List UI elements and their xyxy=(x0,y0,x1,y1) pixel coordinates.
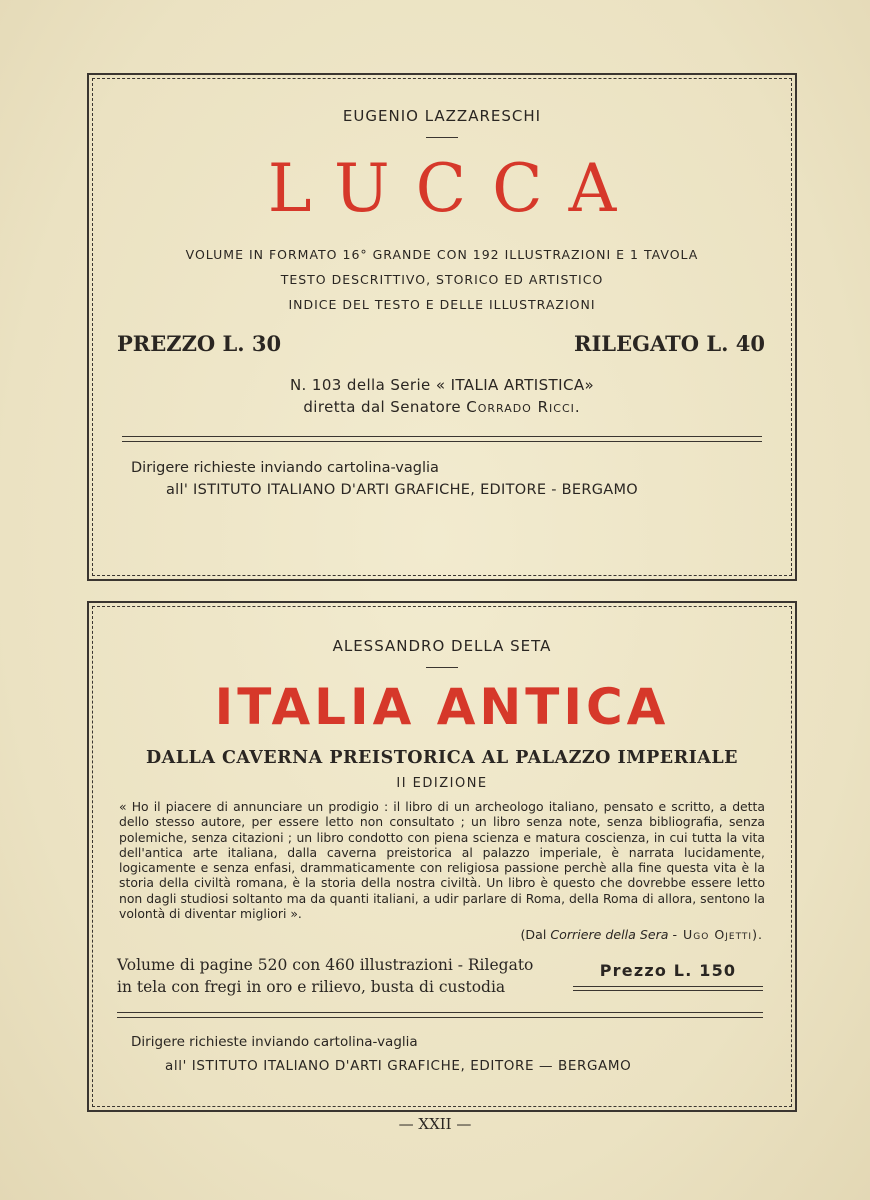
book-title: ITALIA ANTICA xyxy=(214,678,670,736)
spec-line: TESTO DESCRITTIVO, STORICO ED ARTISTICO xyxy=(280,272,604,287)
advertisement-italia-antica xyxy=(87,601,797,1112)
price: Prezzo L. 150 xyxy=(599,961,737,981)
volume-row xyxy=(117,954,763,998)
page-number: — XXII — xyxy=(398,1115,472,1133)
spec-line: VOLUME IN FORMATO 16° GRANDE CON 192 ILLUSTRAZIONI E 1 TAVOLA xyxy=(185,247,699,262)
edition-label: II EDIZIONE xyxy=(396,776,488,791)
book-subtitle: DALLA CAVERNA PREISTORICA AL PALAZZO IMPERIALE xyxy=(145,748,739,768)
short-divider xyxy=(426,137,458,138)
short-divider xyxy=(426,667,458,668)
series-editor-prefix: diretta dal Senatore xyxy=(303,398,462,416)
volume-description xyxy=(117,954,533,998)
price-underline xyxy=(573,986,763,991)
series-info xyxy=(99,374,785,418)
quote-attribution xyxy=(99,927,763,942)
author-name: ALESSANDRO DELLA SETA xyxy=(332,637,552,655)
double-divider xyxy=(122,436,762,442)
double-divider xyxy=(117,1012,763,1018)
series-editor-name: Corrado Ricci. xyxy=(466,398,581,416)
order-instruction: Dirigere richieste inviando cartolina-vaglia xyxy=(131,1034,418,1051)
publisher-address: all' ISTITUTO ITALIANO D'ARTI GRAFICHE, EDITORE — BERGAMO xyxy=(165,1058,632,1075)
series-editor xyxy=(99,396,785,418)
author-name: EUGENIO LAZZARESCHI xyxy=(342,107,542,125)
attribution-author: - Ugo Ojetti). xyxy=(672,927,763,943)
spec-line: INDICE DEL TESTO E DELLE ILLUSTRAZIONI xyxy=(288,297,596,312)
order-instruction: Dirigere richieste inviando cartolina-vaglia xyxy=(131,460,439,476)
advertisement-lucca xyxy=(87,73,797,581)
review-quote: « Ho il piacere di annunciare un prodigio : il libro di un archeologo italiano, pensato e scritto, a detta dello stesso autore, per essere letto non consultato ; un libro senza note, senza bibliografia, senza polemiche, senza citazioni ; un libro condotto con piena scienza e matura coscienza, in cui tutta la vita dell'antica arte italiana, dalla caverna preistorica al palazzo imperiale, è narrata lucidamente, logicamente e senza enfasi, drammaticamente con religiosa passione perchè alla fine questa vita è la storia della civiltà romana, è la storia della nostra civiltà. Un libro è questo che dovrebbe essere letto non dagli studiosi soltanto ma da quanti italiani, a udir parlare di Roma, della Roma di allora, sentono la volontà di diventar migliori ». xyxy=(119,799,765,922)
publisher-address: all' ISTITUTO ITALIANO D'ARTI GRAFICHE, EDITORE - BERGAMO xyxy=(166,482,638,498)
book-title: LUCCA xyxy=(267,150,643,227)
volume-line: in tela con fregi in oro e rilievo, busta di custodia xyxy=(117,978,506,997)
price-row xyxy=(117,331,765,356)
volume-line: Volume di pagine 520 con 460 illustrazioni - Rilegato xyxy=(117,956,534,975)
attribution-source: Corriere della Sera xyxy=(550,927,669,943)
attribution-prefix: (Dal xyxy=(520,927,547,943)
series-line: N. 103 della Serie « ITALIA ARTISTICA» xyxy=(289,376,595,394)
price: PREZZO L. 30 xyxy=(117,331,282,356)
price-block xyxy=(573,961,763,991)
price-bound: RILEGATO L. 40 xyxy=(574,331,765,356)
